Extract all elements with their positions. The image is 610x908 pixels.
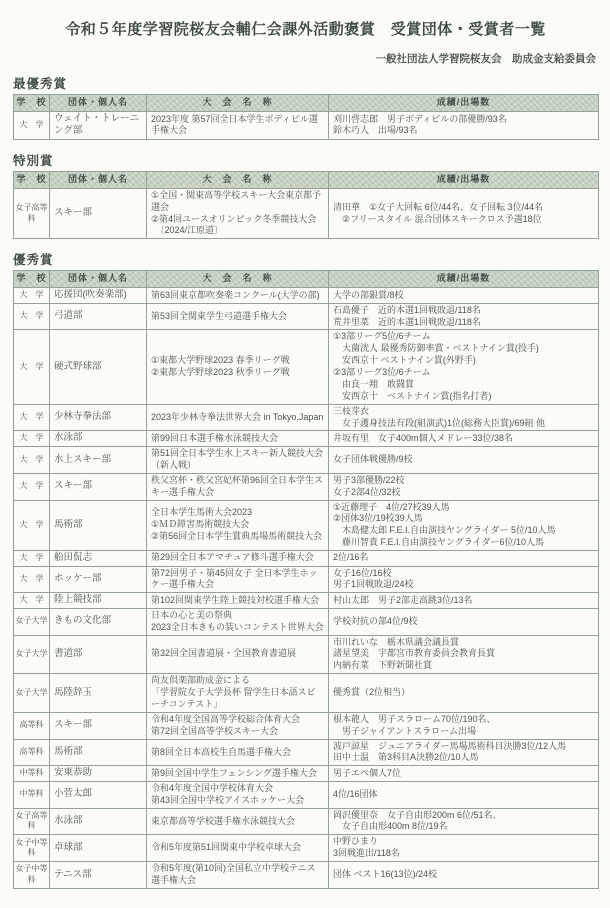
school-cell: 女子高等科 <box>14 808 50 835</box>
result-cell <box>329 303 599 330</box>
table-row <box>14 862 599 889</box>
group-name-cell: 馬陸辞玉 <box>50 674 147 713</box>
text-line: ②団体3位/19校39人馬 <box>333 513 423 524</box>
competition-cell <box>147 766 329 782</box>
text-line: 岡沢優里奈 女子自由形200m 6位/51名、 <box>333 809 502 820</box>
table-head <box>14 171 599 188</box>
text-line: ①東都大学野球2023 春季リーグ戦 <box>151 355 290 366</box>
result-cell <box>329 781 599 808</box>
text-line: 女子自由形400m 8位/19名 <box>333 821 448 832</box>
table-row <box>14 404 599 431</box>
text-line: ②フリースタイル 混合団体スキークロス予選18位 <box>333 213 542 224</box>
group-name-cell: きもの文化部 <box>50 608 147 635</box>
column-header: 団体・個人名 <box>50 171 147 188</box>
text-line: 村山太郎 男子2部走高跳3位/13名 <box>333 594 473 605</box>
table-row <box>14 288 599 304</box>
table-row <box>14 188 599 239</box>
text-line: 秩父宮杯・秩父宮妃杯第96回全日本学生スキー選手権大会 <box>151 474 324 497</box>
group-name-cell: ホッケー部 <box>50 566 147 593</box>
table-row <box>14 593 599 609</box>
competition-cell <box>147 447 329 474</box>
text-line: 第53回全関東学生弓道選手権大会 <box>151 310 288 321</box>
text-line: 市川れいな 栃木県議会議長賞 <box>333 636 460 647</box>
text-line: ①ＭＤ障害馬術競技大会 <box>151 519 250 530</box>
competition-cell <box>147 566 329 593</box>
school-cell: 大 学 <box>14 288 50 304</box>
text-line: 安西京十 ベストナイン賞(指名打者) <box>333 390 492 401</box>
column-header: 大 会 名 称 <box>147 271 329 288</box>
text-line: 井坂有里 女子400m個人メドレー33位/38名 <box>333 432 514 443</box>
group-name-cell: 馬術部 <box>50 500 147 551</box>
school-cell: 女子大学 <box>14 608 50 635</box>
result-cell <box>329 835 599 862</box>
competition-cell <box>147 111 329 139</box>
school-cell: 大 学 <box>14 473 50 500</box>
text-line: 2位/16名 <box>333 552 369 563</box>
text-line: 日本の心と美の祭典 <box>151 609 233 620</box>
text-line: 三枝芽衣 <box>333 405 370 416</box>
school-cell: 中等科 <box>14 766 50 782</box>
table-row <box>14 447 599 474</box>
table-row <box>14 739 599 766</box>
school-cell: 大 学 <box>14 111 50 139</box>
text-line: 第63回東京都吹奏楽コンクール(大学の部) <box>151 289 320 300</box>
competition-cell <box>147 712 329 739</box>
school-cell: 高等科 <box>14 739 50 766</box>
competition-cell <box>147 808 329 835</box>
award-section <box>13 250 598 889</box>
table-row <box>14 835 599 862</box>
text-line: 令和5年度第51回関東中学校卓球大会 <box>151 842 302 853</box>
group-name-cell: 陸上競技部 <box>50 593 147 609</box>
award-sections-container <box>13 74 598 889</box>
competition-cell <box>147 862 329 889</box>
table-body <box>14 111 599 139</box>
group-name-cell: 小菅太郎 <box>50 781 147 808</box>
table-body <box>14 188 599 239</box>
group-name-cell: 水泳部 <box>50 808 147 835</box>
column-header: 大 会 名 称 <box>147 171 329 188</box>
group-name-cell: テニス部 <box>50 862 147 889</box>
school-cell: 大 学 <box>14 404 50 431</box>
text-line: 〔2024/江原道〕 <box>151 225 224 236</box>
table-row <box>14 303 599 330</box>
page-subtitle: 一般社団法人学習院桜友会 助成金支給委員会 <box>375 53 596 65</box>
competition-cell <box>147 551 329 567</box>
result-cell <box>329 431 599 447</box>
table-head <box>14 95 599 112</box>
result-cell <box>329 808 599 835</box>
text-line: ①3部リーグ5位/6チーム <box>333 331 431 342</box>
column-header: 成績/出場数 <box>329 271 599 288</box>
competition-cell <box>147 635 329 674</box>
column-header: 学 校 <box>14 271 50 288</box>
school-cell: 女子中等科 <box>14 835 50 862</box>
result-cell <box>329 473 599 500</box>
competition-cell <box>147 500 329 551</box>
column-header: 団体・個人名 <box>50 95 147 112</box>
competition-cell <box>147 739 329 766</box>
text-line: 第51回全日本学生水上スキー新人競技大会（新人戦） <box>151 448 324 470</box>
column-header: 学 校 <box>14 171 50 188</box>
awards-table <box>13 171 599 239</box>
table-row <box>14 608 599 635</box>
text-line: 女子護身技法有段(組演武)1位(総務大臣賞)/69組 他 <box>333 417 546 428</box>
result-cell <box>329 447 599 474</box>
text-line: 4位/16団体 <box>333 788 378 799</box>
column-header: 成績/出場数 <box>329 171 599 188</box>
table-row <box>14 500 599 551</box>
column-header: 団体・個人名 <box>50 271 147 288</box>
text-line: ①全国・関東高等学校スキー大会東京都予選会 <box>151 189 322 212</box>
text-line: 第43回全国中学校アイスホッケー大会 <box>151 794 305 805</box>
table-row <box>14 635 599 674</box>
text-line: ①近藤理子 4位/27校39人馬 <box>333 501 450 512</box>
group-name-cell: 応援団(吹奏楽部) <box>50 288 147 304</box>
text-line: 団体 ベスト16(13位)/24校 <box>333 869 438 880</box>
text-line: 女子団体戦優勝/9校 <box>333 453 413 464</box>
result-cell <box>329 862 599 889</box>
text-line: ②第4回ユースオリンピック冬季競技大会 <box>151 213 317 224</box>
text-line: 第72回男子・第45回女子 全日本学生ホッケー選手権大会 <box>151 567 318 590</box>
competition-cell <box>147 288 329 304</box>
group-name-cell: 弓道部 <box>50 303 147 330</box>
text-line: 根本龍人 男子スラローム70位/190名、 <box>333 713 496 724</box>
text-line: 鈴木巧人 出場/93名 <box>333 125 418 136</box>
text-line: 2023年少林寺拳法世界大会 in Tokyo,Japan <box>151 411 324 422</box>
competition-cell <box>147 835 329 862</box>
text-line: 石島優子 近的本選1回戦敗退/118名 <box>333 304 481 315</box>
text-line: 男子エペ個人7位 <box>333 767 402 778</box>
group-name-cell: スキー部 <box>50 188 147 239</box>
text-line: 2023年度 第57回全日本学生ボディビル選手権大会 <box>151 113 318 136</box>
text-line: 中野ひまり <box>333 836 379 847</box>
table-row <box>14 712 599 739</box>
award-section <box>13 74 598 140</box>
competition-cell <box>147 431 329 447</box>
text-line: 大学の部銀賞/8校 <box>333 289 404 300</box>
result-cell <box>329 739 599 766</box>
school-cell: 大 学 <box>14 593 50 609</box>
header-row <box>14 271 599 288</box>
text-line: 優秀賞（2位相当） <box>333 687 411 698</box>
text-line: 第9回全国中学生フェンシング選手権大会 <box>151 767 317 778</box>
text-line: 令和4年度全国高等学校総合体育大会 <box>151 713 301 724</box>
text-line: 荒井里菜 近的本選1回戦敗退/118名 <box>333 316 481 327</box>
text-line: 全日本学生馬術大会2023 <box>151 507 253 518</box>
group-name-cell: 卓球部 <box>50 835 147 862</box>
result-cell <box>329 712 599 739</box>
result-cell <box>329 766 599 782</box>
awards-table <box>13 94 599 140</box>
competition-cell <box>147 330 329 404</box>
text-line: ②第56回全日本学生賞典馬場馬術競技大会 <box>151 531 323 542</box>
group-name-cell: スキー部 <box>50 712 147 739</box>
text-line: 第32回全国書道展・全国教育書道展 <box>151 648 297 659</box>
school-cell: 女子大学 <box>14 674 50 713</box>
text-line: 大薗洸人 最優秀防御率賞・ベストナイン賞(投手) <box>333 343 539 354</box>
group-name-cell: 書道部 <box>50 635 147 674</box>
group-name-cell: 水泳部 <box>50 431 147 447</box>
table-row <box>14 566 599 593</box>
text-line: 第8回全日本高校生自馬選手権大会 <box>151 746 292 757</box>
table-row <box>14 473 599 500</box>
text-line: ②3部リーグ3位/6チーム <box>333 367 431 378</box>
section-heading: 特別賞 <box>13 153 54 168</box>
school-cell: 大 学 <box>14 431 50 447</box>
table-row <box>14 808 599 835</box>
text-line: 由良一翔 敢闘賞 <box>333 378 415 389</box>
section-heading: 最優秀賞 <box>13 77 68 91</box>
school-cell: 大 学 <box>14 447 50 474</box>
school-cell: 女子高等科 <box>14 188 50 239</box>
text-line: 男子3部優勝/22校 <box>333 474 405 485</box>
text-line: 令和5年度(第10回)全国私立中学校テニス選手権大会 <box>151 863 316 885</box>
result-cell <box>329 608 599 635</box>
school-cell: 大 学 <box>14 551 50 567</box>
result-cell <box>329 111 599 139</box>
school-cell: 女子大学 <box>14 635 50 674</box>
text-line: 波戸諒星 ジュニアライダー馬場馬術科目決勝3位/12人馬 <box>333 740 567 751</box>
text-line: ②東都大学野球2023 秋季リーグ戦 <box>151 367 290 378</box>
text-line: 第72回全国高等学校スキー大会 <box>151 725 279 736</box>
text-line: 第102回関東学生陸上競技対校選手権大会 <box>151 594 320 605</box>
column-header: 学 校 <box>14 95 50 112</box>
text-line: 学校対抗の部4位/9校 <box>333 615 418 626</box>
text-line: 令和4年度全国中学校体育大会 <box>151 782 274 793</box>
text-line: 第99回日本選手権水泳競技大会 <box>151 432 279 443</box>
group-name-cell: 船田侃志 <box>50 551 147 567</box>
table-row <box>14 551 599 567</box>
result-cell <box>329 674 599 713</box>
result-cell <box>329 551 599 567</box>
competition-cell <box>147 593 329 609</box>
text-line: 第29回全日本アマチュア修斗選手権大会 <box>151 552 314 563</box>
table-row <box>14 330 599 404</box>
text-line: 3回戦進出/118名 <box>333 848 400 859</box>
group-name-cell: ウェイト・トレーニング部 <box>50 111 147 139</box>
school-cell: 大 学 <box>14 500 50 551</box>
school-cell: 大 学 <box>14 566 50 593</box>
text-line: 田中士温 第3科目A決勝2位/10人馬 <box>333 752 479 763</box>
text-line: 清田華 ①女子大回転 6位/44名、女子回転 3位/44名 <box>333 201 544 212</box>
text-line: 諸星望美 宇都宮市教育委員会教育長賞 <box>333 648 496 659</box>
result-cell <box>329 330 599 404</box>
text-line: 内納有菜 下野新聞社賞 <box>333 660 433 671</box>
text-line: 藤川智貴 F.E.I.自由演技ヤングライダー6位/10人馬 <box>333 537 544 548</box>
competition-cell <box>147 188 329 239</box>
competition-cell <box>147 608 329 635</box>
result-cell <box>329 404 599 431</box>
competition-cell <box>147 473 329 500</box>
page-title: 令和５年度学習院桜友会輔仁会課外活動褒賞 受賞団体・受賞者一覧 <box>65 21 546 38</box>
competition-cell <box>147 674 329 713</box>
competition-cell <box>147 404 329 431</box>
school-cell: 大 学 <box>14 303 50 330</box>
text-line: 女子2部4位/32校 <box>333 486 401 497</box>
result-cell <box>329 500 599 551</box>
table-row <box>14 111 599 139</box>
school-cell: 高等科 <box>14 712 50 739</box>
competition-cell <box>147 781 329 808</box>
result-cell <box>329 188 599 239</box>
group-name-cell: 安東恭助 <box>50 766 147 782</box>
text-line: 2023全日本きもの装いコンテスト世界大会 <box>151 621 324 632</box>
table-head <box>14 271 599 288</box>
result-cell <box>329 593 599 609</box>
result-cell <box>329 288 599 304</box>
table-row <box>14 766 599 782</box>
text-line: 男子1回戦敗退/24校 <box>333 579 414 590</box>
text-line: 木島健太郎 F.E.I.自由演技ヤングライダー 5位/10人馬 <box>333 525 556 536</box>
school-cell: 大 学 <box>14 330 50 404</box>
table-row <box>14 674 599 713</box>
competition-cell <box>147 303 329 330</box>
group-name-cell: 少林寺拳法部 <box>50 404 147 431</box>
header-row <box>14 171 599 188</box>
text-line: 東京都高等学校選手権水泳競技大会 <box>151 815 296 826</box>
school-cell: 女子中等科 <box>14 862 50 889</box>
result-cell <box>329 566 599 593</box>
text-line: 安西京十 ベストナイン賞(外野手) <box>333 355 476 366</box>
table-row <box>14 431 599 447</box>
result-cell <box>329 635 599 674</box>
group-name-cell: 水上スキー部 <box>50 447 147 474</box>
section-heading: 優秀賞 <box>13 253 54 268</box>
text-line: 尚友倶楽部助成金による <box>151 675 251 686</box>
header-row <box>14 95 599 112</box>
text-line: 女子16位/16校 <box>333 567 392 578</box>
school-cell: 中等科 <box>14 781 50 808</box>
table-body <box>14 288 599 889</box>
awards-table <box>13 270 599 889</box>
text-line: 「学習院女子大学長杯 留学生日本語スピーチコンテスト」 <box>151 687 316 709</box>
column-header: 大 会 名 称 <box>147 95 329 112</box>
award-section <box>13 151 598 239</box>
group-name-cell: 硬式野球部 <box>50 330 147 404</box>
group-name-cell: スキー部 <box>50 473 147 500</box>
text-line: 刈川啓志郎 男子ボディビルの部優勝/93名 <box>333 113 507 124</box>
column-header: 成績/出場数 <box>329 95 599 112</box>
group-name-cell: 馬術部 <box>50 739 147 766</box>
table-row <box>14 781 599 808</box>
text-line: 男子ジャイアントスラローム出場 <box>333 725 477 736</box>
